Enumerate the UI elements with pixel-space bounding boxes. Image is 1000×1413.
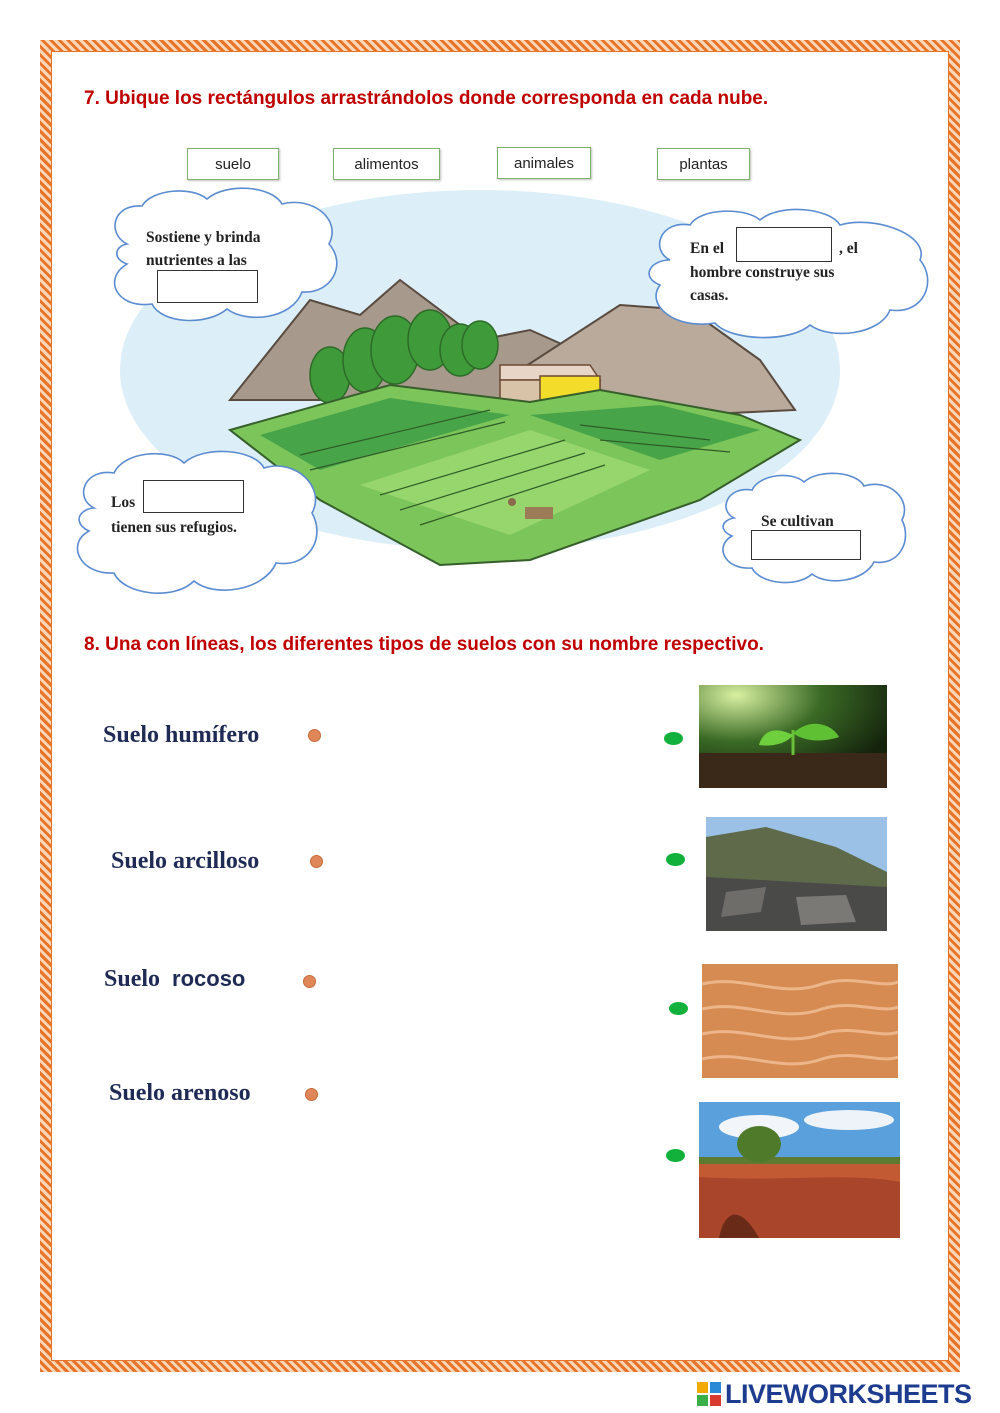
soil-label-humifero: Suelo humífero bbox=[103, 722, 260, 748]
photo-sand bbox=[702, 964, 898, 1078]
soil-label-arcilloso: Suelo arcilloso bbox=[111, 848, 260, 874]
cloud3-text-pre: Los bbox=[111, 494, 136, 511]
photo-seedling bbox=[699, 685, 887, 788]
question-7-title: 7. Ubique los rectángulos arrastrándolos donde corresponda en cada nube. bbox=[84, 88, 769, 109]
cloud1-text-line1: Sostiene y brinda bbox=[146, 229, 261, 246]
chip-alimentos[interactable]: alimentos bbox=[333, 148, 440, 180]
liveworksheets-wordmark: LIVEWORKSHEETS bbox=[725, 1378, 972, 1409]
right-dot-4[interactable] bbox=[666, 1149, 685, 1162]
farmer bbox=[508, 498, 516, 506]
chip-suelo[interactable]: suelo bbox=[187, 148, 279, 180]
right-dot-1[interactable] bbox=[664, 732, 683, 745]
photo-rocky bbox=[706, 817, 887, 931]
chip-animales[interactable]: animales bbox=[497, 147, 591, 179]
soil-label-rocoso: Suelo rocoso bbox=[104, 966, 246, 992]
cloud1-text-line2: nutrientes a las bbox=[146, 252, 247, 269]
left-dot-3[interactable] bbox=[303, 975, 316, 988]
cloud2-drop-target[interactable] bbox=[736, 227, 832, 262]
liveworksheets-logo bbox=[697, 1378, 972, 1410]
left-dot-4[interactable] bbox=[305, 1088, 318, 1101]
cloud4-drop-target[interactable] bbox=[751, 530, 861, 560]
cloud4-text: Se cultivan bbox=[761, 513, 834, 530]
question-8-title: 8. Una con líneas, los diferentes tipos de suelos con su nombre respectivo. bbox=[84, 634, 764, 655]
cloud2-text-post: , el bbox=[839, 240, 858, 257]
cloud1-drop-target[interactable] bbox=[157, 270, 258, 303]
right-dot-2[interactable] bbox=[666, 853, 685, 866]
right-dot-3[interactable] bbox=[669, 1002, 688, 1015]
cloud3-text-line2: tienen sus refugios. bbox=[111, 519, 237, 536]
left-dot-2[interactable] bbox=[310, 855, 323, 868]
landscape-illustration bbox=[60, 140, 940, 610]
crate bbox=[525, 507, 553, 519]
photo-clay bbox=[699, 1102, 900, 1238]
left-dot-1[interactable] bbox=[308, 729, 321, 742]
cloud2-text-line3: casas. bbox=[690, 287, 729, 304]
chip-plantas[interactable]: plantas bbox=[657, 148, 750, 180]
cloud2-text-line2: hombre construye sus bbox=[690, 264, 835, 281]
cloud2-text-pre: En el bbox=[690, 240, 725, 257]
soil-label-arenoso: Suelo arenoso bbox=[109, 1080, 251, 1106]
cloud3-drop-target[interactable] bbox=[143, 480, 244, 513]
liveworksheets-icon bbox=[697, 1382, 721, 1406]
